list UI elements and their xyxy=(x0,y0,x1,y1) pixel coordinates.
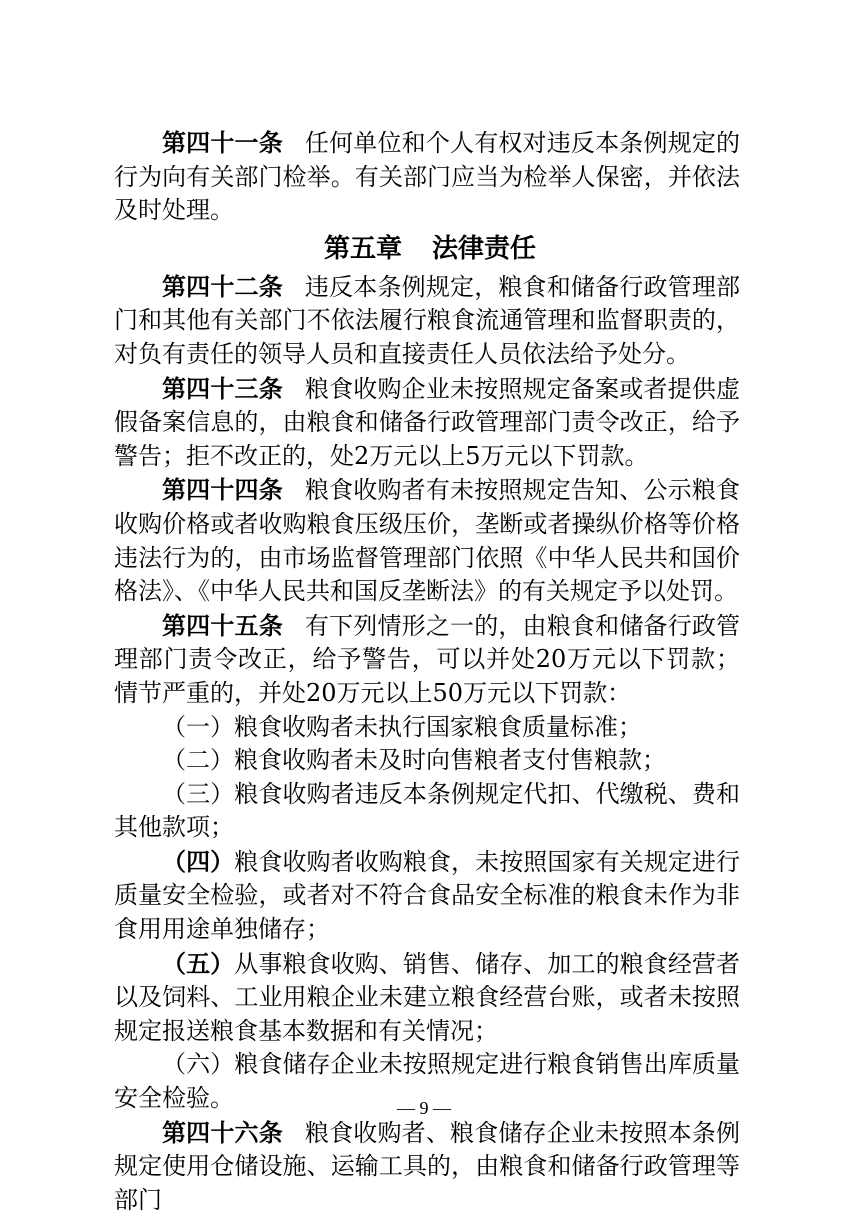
article-44 xyxy=(114,473,740,608)
article-45-item-5 xyxy=(114,947,740,1049)
item-text: 粮食储存企业未按照规定进行粮食销售出库质量安全检验。 xyxy=(114,1050,741,1113)
item-label: （一） xyxy=(162,712,234,741)
item-text: 粮食收购者收购粮食，未按照国家有关规定进行质量安全检验，或者对不符合食品安全标准的粮食未作为非食用用途单独储存； xyxy=(114,847,741,944)
item-label: （三） xyxy=(162,779,235,808)
article-46-title: 第四十六条 xyxy=(162,1117,283,1147)
article-45-item-4 xyxy=(114,845,740,947)
article-43 xyxy=(114,372,740,474)
article-44-title: 第四十四条 xyxy=(162,475,283,505)
article-42-text: 违反本条例规定，粮食和储备行政管理部门和其他有关部门不依法履行粮食流通管理和监督职责的，对负有责任的领导人员和直接责任人员依法给予处分。 xyxy=(114,272,741,368)
article-43-title: 第四十三条 xyxy=(162,373,283,403)
article-42-title: 第四十二条 xyxy=(162,271,283,301)
article-45 xyxy=(114,609,740,711)
article-44-text: 粮食收购者有未按照规定告知、公示粮食收购价格或者收购粮食压级压价，垄断或者操纵价格等价格违法行为的，由市场监督管理部门依照《中华人民共和国价格法》、《中华人民共和国反垄断法》的有关规定予以处罚。 xyxy=(114,476,741,606)
article-45-title: 第四十五条 xyxy=(162,610,283,640)
chapter-heading xyxy=(120,228,740,270)
article-45-item-2 xyxy=(114,744,740,778)
article-45-item-1 xyxy=(114,711,740,745)
chapter-name: 法律责任 xyxy=(432,233,537,264)
article-41-text: 任何单位和个人有权对违反本条例规定的行为向有关部门检举。有关部门应当为检举人保密，并依法及时处理。 xyxy=(114,129,741,225)
page-number: — 9 — xyxy=(397,1098,451,1118)
item-text: 粮食收购者违反本条例规定代扣、代缴税、费和其他款项； xyxy=(114,779,741,842)
article-45-item-3 xyxy=(114,778,740,845)
article-46 xyxy=(114,1116,740,1217)
article-45-text: 有下列情形之一的，由粮食和储备行政管理部门责令改正，给予警告，可以并处20万元以下罚款；情节严重的，并处20万元以上50万元以下罚款： xyxy=(114,611,741,707)
item-text: 粮食收购者未及时向售粮者支付售粮款； xyxy=(234,746,666,775)
article-46-text: 粮食收购者、粮食储存企业未按照本条例规定使用仓储设施、运输工具的，由粮食和储备行政管理等部门 xyxy=(114,1118,741,1214)
item-label: （二） xyxy=(162,746,234,775)
item-label: （六） xyxy=(162,1050,235,1079)
article-41-title: 第四十一条 xyxy=(162,128,283,157)
article-41 xyxy=(114,126,740,228)
item-label: （五） xyxy=(162,948,235,978)
item-text: 粮食收购者未执行国家粮食质量标准； xyxy=(234,712,642,741)
article-42 xyxy=(114,270,740,372)
document-body xyxy=(114,126,740,1217)
item-text: 从事粮食收购、销售、储存、加工的粮食经营者以及饲料、工业用粮企业未建立粮食经营台账，或者未按照规定报送粮食基本数据和有关情况； xyxy=(114,949,741,1045)
chapter-number: 第五章 xyxy=(323,233,402,264)
item-label: （四） xyxy=(162,846,235,876)
article-43-text: 粮食收购企业未按照规定备案或者提供虚假备案信息的，由粮食和储备行政管理部门责令改正，给予警告；拒不改正的，处2万元以上5万元以下罚款。 xyxy=(114,374,741,470)
